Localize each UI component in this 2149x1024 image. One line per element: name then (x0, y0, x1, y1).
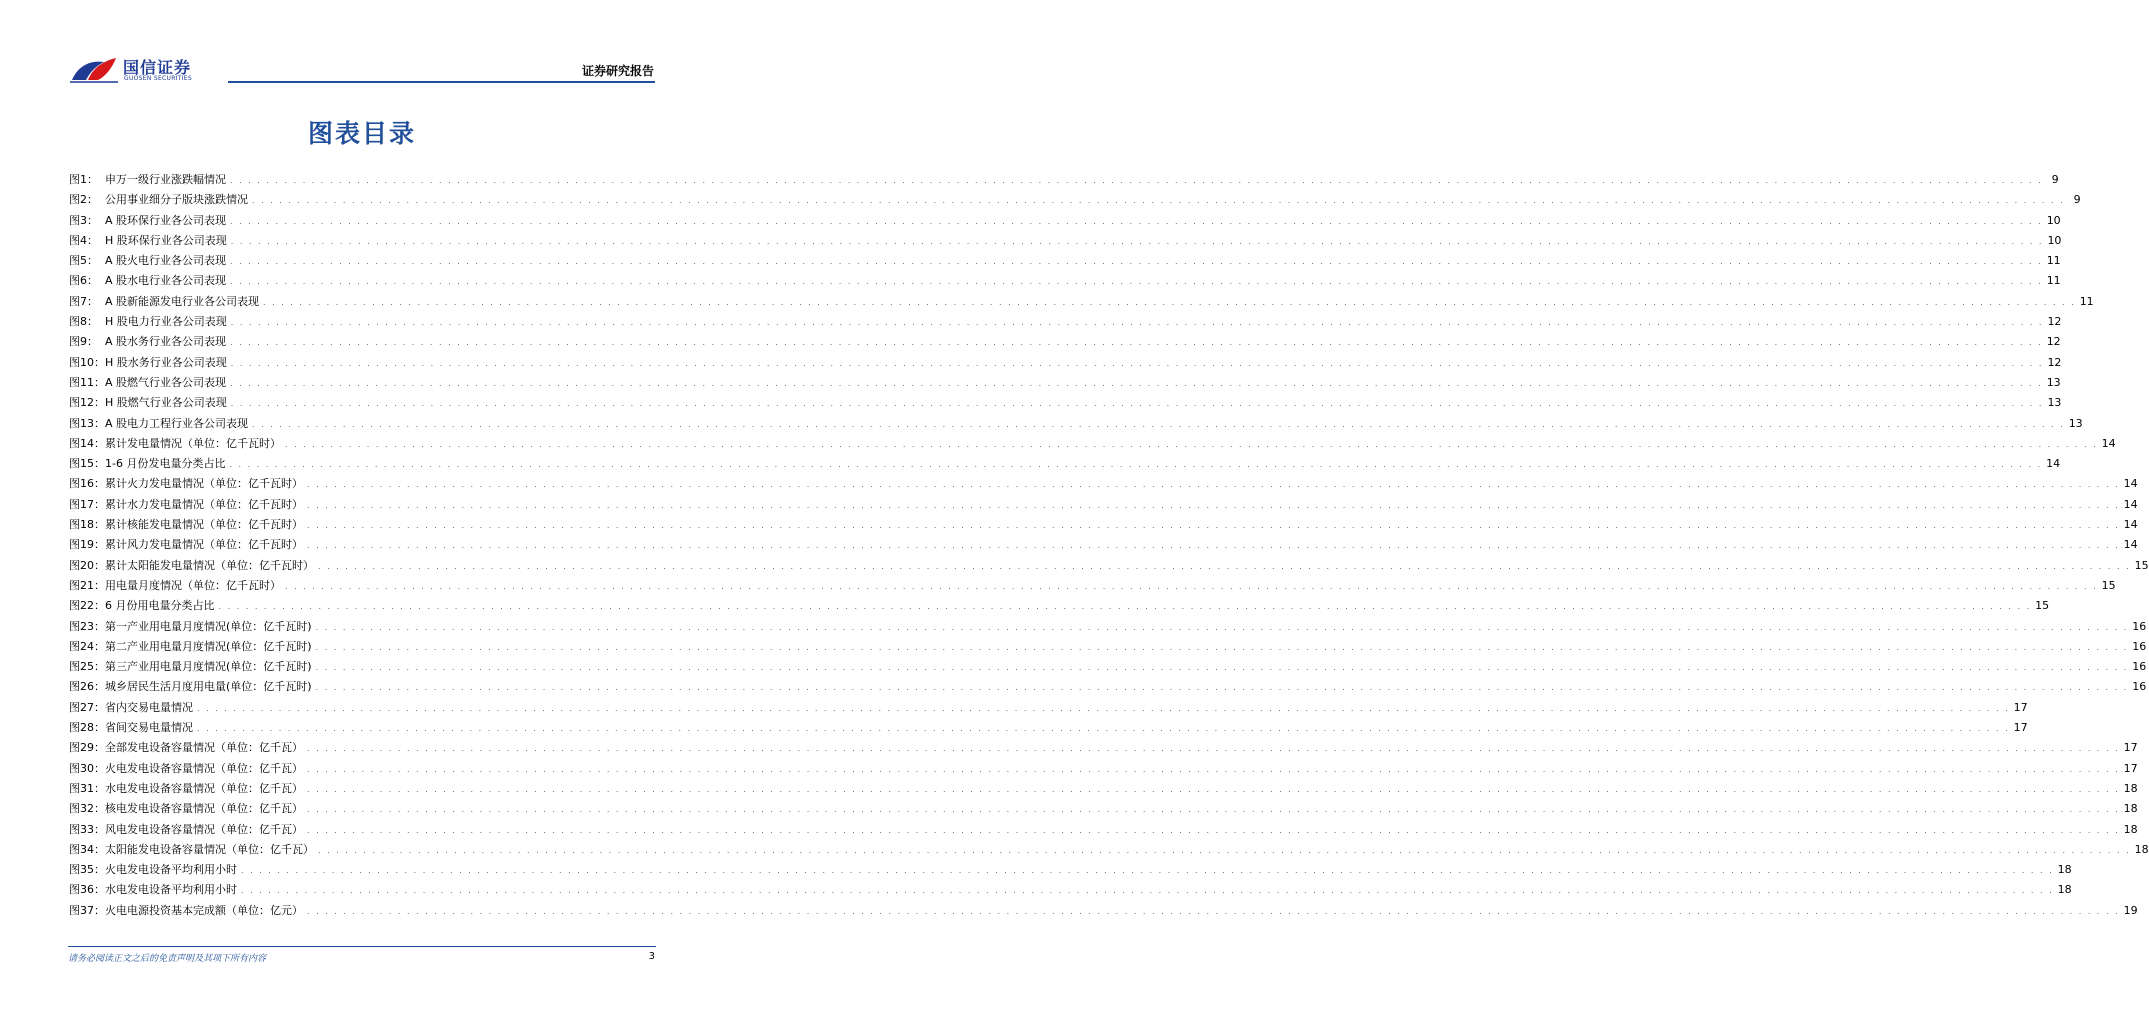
toc-entry-title: A 股燃气行业各公司表现 (105, 375, 227, 389)
header-divider (228, 81, 655, 83)
toc-entry-page: 18 (2123, 822, 2138, 836)
toc-entry-title: 火电发电设备平均利用小时 (105, 863, 237, 877)
toc-entry-page: 16 (2132, 680, 2147, 694)
toc-entry-label: 图30： (69, 761, 105, 775)
toc-entry-page: 13 (2046, 375, 2061, 389)
toc-entry-title: 水电发电设备容量情况（单位：亿千瓦） (105, 781, 303, 795)
toc-entry-label: 图31： (69, 781, 105, 795)
toc-entry-page: 14 (2046, 457, 2061, 471)
toc-entry-page: 12 (2046, 335, 2061, 349)
toc-entry-label: 图12： (69, 396, 105, 410)
toc-entry-label: 图14： (69, 436, 105, 450)
company-logo (68, 52, 228, 86)
toc-entry-title: 累计水力发电量情况（单位：亿千瓦时） (105, 497, 303, 511)
toc-entry-label: 图6： (69, 274, 98, 288)
footer-divider (68, 946, 656, 947)
toc-entry[interactable] (69, 596, 2050, 616)
toc-entry-page: 14 (2123, 538, 2138, 552)
toc-entry-title: 风电发电设备容量情况（单位：亿千瓦） (105, 822, 303, 836)
toc-entry[interactable] (69, 820, 2138, 840)
toc-entry-page: 17 (2123, 741, 2138, 755)
toc-entry-title: 城乡居民生活月度用电量(单位：亿千瓦时) (105, 680, 312, 694)
toc-entry-label: 图15： (69, 457, 105, 471)
toc-leader-dots: . . . . . . . . . . . . . . . . . . . . . . . . . . . . . . . . . . . . . . . . . . . . . . . . . . . . . . . . . . . . . . . . . . . . . . . . . . . . . . . . . . . . . . . . . . . . . . . . . . . . . . . . . . . . . . . . . . . . . . . . . . . . . . . . . . . . . . . . . . . . . . . . . . . . . . . . . . . . . . . . . . . . . . . . . . . . . . . . . . . . . . . . . . . . . . . . . . . . . . . . (230, 277, 2043, 287)
toc-entry-label: 图11： (69, 375, 105, 389)
toc-entry-title: A 股水务行业各公司表现 (105, 335, 227, 349)
toc-leader-dots: . . . . . . . . . . . . . . . . . . . . . . . . . . . . . . . . . . . . . . . . . . . . . . . . . . . . . . . . . . . . . . . . . . . . . . . . . . . . . . . . . . . . . . . . . . . . . . . . . . . . . . . . . . . . . . . . . . . . . . . . . . . . . . . . . . . . . . . . . . . . . . . . . . . . . . . . . . . . . . . . . . . . . . . . . . . . . . . . . . . . . . . . . . . . . . . . . . . . . . . . (307, 805, 2120, 815)
toc-entry-page: 18 (2134, 842, 2149, 856)
toc-entry[interactable] (69, 738, 2138, 758)
toc-entry-page: 15 (2134, 558, 2149, 572)
toc-entry[interactable] (69, 576, 2116, 596)
toc-entry-title: A 股新能源发电行业各公司表现 (105, 294, 260, 308)
toc-entry-page: 13 (2068, 416, 2083, 430)
toc-entry[interactable] (69, 251, 2061, 271)
toc-entry-title: A 股电力工程行业各公司表现 (105, 416, 249, 430)
toc-leader-dots: . . . . . . . . . . . . . . . . . . . . . . . . . . . . . . . . . . . . . . . . . . . . . . . . . . . . . . . . . . . . . . . . . . . . . . . . . . . . . . . . . . . . . . . . . . . . . . . . . . . . . . . . . . . . . . . . . . . . . . . . . . . . . . . . . . . . . . . . . . . . . . . . . . . . . . . . . . . . . . . . . . . . . . . . . . . . . . . . . . . . . . . . . . . . . . . . . . . . . . . . (241, 866, 2054, 876)
toc-entry-title: A 股火电行业各公司表现 (105, 254, 227, 268)
toc-entry-label: 图29： (69, 741, 105, 755)
toc-entry-page: 13 (2047, 396, 2062, 410)
toc-entry[interactable] (69, 271, 2061, 291)
toc-entry[interactable] (69, 880, 2072, 900)
toc-entry[interactable] (69, 779, 2138, 799)
toc-entry-label: 图37： (69, 903, 105, 917)
toc-entry[interactable] (69, 414, 2083, 434)
toc-entry[interactable] (69, 556, 2149, 576)
toc-entry-page: 12 (2047, 355, 2062, 369)
toc-entry-title: 省内交易电量情况 (105, 700, 193, 714)
toc-leader-dots: . . . . . . . . . . . . . . . . . . . . . . . . . . . . . . . . . . . . . . . . . . . . . . . . . . . . . . . . . . . . . . . . . . . . . . . . . . . . . . . . . . . . . . . . . . . . . . . . . . . . . . . . . . . . . . . . . . . . . . . . . . . . . . . . . . . . . . . . . . . . . . . . . . . . . . . . . . . . . . . . . . . . . . . . . . . . . . . . . . . . . . . . . . . . . . . . . . . . . . . . (307, 825, 2120, 835)
toc-entry[interactable] (69, 515, 2138, 535)
toc-entry-title: 1-6 月份发电量分类占比 (105, 457, 226, 471)
toc-entry-title: 全部发电设备容量情况（单位：亿千瓦） (105, 741, 303, 755)
toc-entry-page: 18 (2123, 781, 2138, 795)
toc-entry[interactable] (69, 657, 2147, 677)
toc-leader-dots: . . . . . . . . . . . . . . . . . . . . . . . . . . . . . . . . . . . . . . . . . . . . . . . . . . . . . . . . . . . . . . . . . . . . . . . . . . . . . . . . . . . . . . . . . . . . . . . . . . . . . . . . . . . . . . . . . . . . . . . . . . . . . . . . . . . . . . . . . . . . . . . . . . . . . . . . . . . . . . . . . . . . . . . . . . . . . . . . . . . . . . . . . . . . . . . . . . . . . . . . (263, 297, 2076, 307)
toc-entry-title: 累计火力发电量情况（单位：亿千瓦时） (105, 477, 303, 491)
toc-entry-page: 19 (2123, 903, 2138, 917)
toc-entry-title: 太阳能发电设备容量情况（单位：亿千瓦） (105, 842, 314, 856)
toc-leader-dots: . . . . . . . . . . . . . . . . . . . . . . . . . . . . . . . . . . . . . . . . . . . . . . . . . . . . . . . . . . . . . . . . . . . . . . . . . . . . . . . . . . . . . . . . . . . . . . . . . . . . . . . . . . . . . . . . . . . . . . . . . . . . . . . . . . . . . . . . . . . . . . . . . . . . . . . . . . . . . . . . . . . . . . . . . . . . . . . . . . . . . . . . . . . . . . . . . . . . . . . . (218, 602, 2032, 612)
toc-entry-label: 图24： (69, 639, 105, 653)
toc-entry-label: 图2： (69, 193, 98, 207)
toc-entry-page: 17 (2123, 761, 2138, 775)
toc-entry-page: 14 (2123, 477, 2138, 491)
toc-leader-dots: . . . . . . . . . . . . . . . . . . . . . . . . . . . . . . . . . . . . . . . . . . . . . . . . . . . . . . . . . . . . . . . . . . . . . . . . . . . . . . . . . . . . . . . . . . . . . . . . . . . . . . . . . . . . . . . . . . . . . . . . . . . . . . . . . . . . . . . . . . . . . . . . . . . . . . . . . . . . . . . . . . . . . . . . . . . . . . . . . . . . . . . . . . . . . . . . . . . . . . . . (230, 378, 2043, 388)
toc-entry-page: 14 (2123, 497, 2138, 511)
toc-entry[interactable] (69, 759, 2138, 779)
toc-entry-label: 图7： (69, 294, 98, 308)
toc-leader-dots: . . . . . . . . . . . . . . . . . . . . . . . . . . . . . . . . . . . . . . . . . . . . . . . . . . . . . . . . . . . . . . . . . . . . . . . . . . . . . . . . . . . . . . . . . . . . . . . . . . . . . . . . . . . . . . . . . . . . . . . . . . . . . . . . . . . . . . . . . . . . . . . . . . . . . . . . . . . . . . . . . . . . . . . . . . . . . . . . . . . . . . . . . . . . . . . . . . . . . . . . (252, 196, 2065, 206)
toc-entry-title: 火电发电设备容量情况（单位：亿千瓦） (105, 761, 303, 775)
toc-leader-dots: . . . . . . . . . . . . . . . . . . . . . . . . . . . . . . . . . . . . . . . . . . . . . . . . . . . . . . . . . . . . . . . . . . . . . . . . . . . . . . . . . . . . . . . . . . . . . . . . . . . . . . . . . . . . . . . . . . . . . . . . . . . . . . . . . . . . . . . . . . . . . . . . . . . . . . . . . . . . . . . . . . . . . . . . . . . . . . . . . . . . . . . . . . . . . . . . . . . . . . . . (315, 622, 2129, 632)
toc-entry-label: 图26： (69, 680, 105, 694)
toc-entry-title: H 股燃气行业各公司表现 (105, 396, 227, 410)
toc-entry[interactable] (69, 190, 2081, 210)
toc-entry-label: 图20： (69, 558, 105, 572)
toc-leader-dots: . . . . . . . . . . . . . . . . . . . . . . . . . . . . . . . . . . . . . . . . . . . . . . . . . . . . . . . . . . . . . . . . . . . . . . . . . . . . . . . . . . . . . . . . . . . . . . . . . . . . . . . . . . . . . . . . . . . . . . . . . . . . . . . . . . . . . . . . . . . . . . . . . . . . . . . . . . . . . . . . . . . . . . . . . . . . . . . . . . . . . . . . . . . . . . . . . . . . . . . . (315, 663, 2129, 673)
toc-entry-title: 累计发电量情况（单位：亿千瓦时） (105, 436, 281, 450)
toc-entry[interactable] (69, 211, 2061, 231)
toc-entry-page: 15 (2101, 578, 2116, 592)
toc-entry-page: 10 (2047, 233, 2062, 247)
toc-entry-label: 图9： (69, 335, 98, 349)
toc-leader-dots: . . . . . . . . . . . . . . . . . . . . . . . . . . . . . . . . . . . . . . . . . . . . . . . . . . . . . . . . . . . . . . . . . . . . . . . . . . . . . . . . . . . . . . . . . . . . . . . . . . . . . . . . . . . . . . . . . . . . . . . . . . . . . . . . . . . . . . . . . . . . . . . . . . . . . . . . . . . . . . . . . . . . . . . . . . . . . . . . . . . . . . . . . . . . . . . . . . . . . . . . (230, 338, 2043, 348)
toc-leader-dots: . . . . . . . . . . . . . . . . . . . . . . . . . . . . . . . . . . . . . . . . . . . . . . . . . . . . . . . . . . . . . . . . . . . . . . . . . . . . . . . . . . . . . . . . . . . . . . . . . . . . . . . . . . . . . . . . . . . . . . . . . . . . . . . . . . . . . . . . . . . . . . . . . . . . . . . . . . . . . . . . . . . . . . . . . . . . . . . . . . . . . . . . . . . . . . . . . . . . . . . . (230, 358, 2044, 368)
toc-entry-title: 核电发电设备容量情况（单位：亿千瓦） (105, 802, 303, 816)
toc-entry-label: 图34： (69, 842, 105, 856)
toc-entry-title: 累计太阳能发电量情况（单位：亿千瓦时） (105, 558, 314, 572)
toc-leader-dots: . . . . . . . . . . . . . . . . . . . . . . . . . . . . . . . . . . . . . . . . . . . . . . . . . . . . . . . . . . . . . . . . . . . . . . . . . . . . . . . . . . . . . . . . . . . . . . . . . . . . . . . . . . . . . . . . . . . . . . . . . . . . . . . . . . . . . . . . . . . . . . . . . . . . . . . . . . . . . . . . . . . . . . . . . . . . . . . . . . . . . . . . . . . . . . . . . . . . . . . . (307, 541, 2120, 551)
toc-leader-dots: . . . . . . . . . . . . . . . . . . . . . . . . . . . . . . . . . . . . . . . . . . . . . . . . . . . . . . . . . . . . . . . . . . . . . . . . . . . . . . . . . . . . . . . . . . . . . . . . . . . . . . . . . . . . . . . . . . . . . . . . . . . . . . . . . . . . . . . . . . . . . . . . . . . . . . . . . . . . . . . . . . . . . . . . . . . . . . . . . . . . . . . . . . . . . . . . . . . . . . . . (229, 460, 2043, 470)
toc-entry-page: 18 (2057, 883, 2072, 897)
toc-entry-label: 图33： (69, 822, 105, 836)
toc-entry[interactable] (69, 901, 2138, 921)
toc-entry-label: 图10： (69, 355, 105, 369)
toc-entry-title: H 股环保行业各公司表现 (105, 233, 227, 247)
toc-entry[interactable] (69, 393, 2062, 413)
toc-entry[interactable] (69, 312, 2062, 332)
toc-entry[interactable] (69, 677, 2147, 697)
toc-entry-title: 累计核能发电量情况（单位：亿千瓦时） (105, 518, 303, 532)
toc-entry-label: 图19： (69, 538, 105, 552)
toc-leader-dots: . . . . . . . . . . . . . . . . . . . . . . . . . . . . . . . . . . . . . . . . . . . . . . . . . . . . . . . . . . . . . . . . . . . . . . . . . . . . . . . . . . . . . . . . . . . . . . . . . . . . . . . . . . . . . . . . . . . . . . . . . . . . . . . . . . . . . . . . . . . . . . . . . . . . . . . . . . . . . . . . . . . . . . . . . . . . . . . . . . . . . . . . . . . . . . . . . . . . . . . . (230, 216, 2043, 226)
toc-entry-title: 火电电源投资基本完成额（单位：亿元） (105, 903, 303, 917)
logo-text-cn: 国信证券 (123, 58, 192, 77)
toc-entry[interactable] (69, 799, 2138, 819)
toc-entry[interactable] (69, 373, 2061, 393)
toc-entry-label: 图18： (69, 518, 105, 532)
toc-entry-label: 图27： (69, 700, 105, 714)
page-header (0, 0, 724, 90)
toc-entry-page: 16 (2132, 660, 2147, 674)
toc-entry-page: 18 (2123, 802, 2138, 816)
toc-entry-page: 17 (2013, 700, 2028, 714)
toc-entry[interactable] (69, 231, 2062, 251)
toc-leader-dots: . . . . . . . . . . . . . . . . . . . . . . . . . . . . . . . . . . . . . . . . . . . . . . . . . . . . . . . . . . . . . . . . . . . . . . . . . . . . . . . . . . . . . . . . . . . . . . . . . . . . . . . . . . . . . . . . . . . . . . . . . . . . . . . . . . . . . . . . . . . . . . . . . . . . . . . . . . . . . . . . . . . . . . . . . . . . . . . . . . . . . . . . . . . . . . . . . . . . . . . . (318, 845, 2131, 855)
toc-entry-label: 图36： (69, 883, 105, 897)
toc-entry[interactable] (69, 698, 2028, 718)
toc-entry[interactable] (69, 718, 2028, 738)
toc-leader-dots: . . . . . . . . . . . . . . . . . . . . . . . . . . . . . . . . . . . . . . . . . . . . . . . . . . . . . . . . . . . . . . . . . . . . . . . . . . . . . . . . . . . . . . . . . . . . . . . . . . . . . . . . . . . . . . . . . . . . . . . . . . . . . . . . . . . . . . . . . . . . . . . . . . . . . . . . . . . . . . . . . . . . . . . . . . . . . . . . . . . . . . . . . . . . . . . . . . . . . . . . (315, 642, 2129, 652)
toc-entry[interactable] (69, 170, 2059, 190)
toc-entry-label: 图35： (69, 863, 105, 877)
toc-entry-title: 第一产业用电量月度情况(单位：亿千瓦时) (105, 619, 312, 633)
toc-entry-page: 9 (2051, 173, 2059, 186)
toc-leader-dots: . . . . . . . . . . . . . . . . . . . . . . . . . . . . . . . . . . . . . . . . . . . . . . . . . . . . . . . . . . . . . . . . . . . . . . . . . . . . . . . . . . . . . . . . . . . . . . . . . . . . . . . . . . . . . . . . . . . . . . . . . . . . . . . . . . . . . . . . . . . . . . . . . . . . . . . . . . . . . . . . . . . . . . . . . . . . . . . . . . . . . . . . . . . . . . . . . . . . . . . . (318, 561, 2131, 571)
toc-entry-page: 11 (2046, 254, 2061, 268)
toc-leader-dots: . . . . . . . . . . . . . . . . . . . . . . . . . . . . . . . . . . . . . . . . . . . . . . . . . . . . . . . . . . . . . . . . . . . . . . . . . . . . . . . . . . . . . . . . . . . . . . . . . . . . . . . . . . . . . . . . . . . . . . . . . . . . . . . . . . . . . . . . . . . . . . . . . . . . . . . . . . . . . . . . . . . . . . . . . . . . . . . . . . . . . . . . . . . . . . . . . . . . . . . . (307, 500, 2120, 510)
toc-leader-dots: . . . . . . . . . . . . . . . . . . . . . . . . . . . . . . . . . . . . . . . . . . . . . . . . . . . . . . . . . . . . . . . . . . . . . . . . . . . . . . . . . . . . . . . . . . . . . . . . . . . . . . . . . . . . . . . . . . . . . . . . . . . . . . . . . . . . . . . . . . . . . . . . . . . . . . . . . . . . . . . . . . . . . . . . . . . . . . . . . . . . . . . . . . . . . . . . . . . . . . . . (285, 439, 2098, 449)
toc-entry-page: 16 (2132, 639, 2147, 653)
toc-entry-label: 图25： (69, 660, 105, 674)
toc-entry-label: 图32： (69, 802, 105, 816)
toc-entry-title: 6 月份用电量分类占比 (105, 599, 215, 613)
toc-entry-page: 12 (2047, 315, 2062, 329)
toc-entry[interactable] (69, 617, 2147, 637)
toc-entry-label: 图23： (69, 619, 105, 633)
toc-entry-title: H 股水务行业各公司表现 (105, 355, 227, 369)
page-title: 图表目录 (307, 119, 416, 148)
toc-entry[interactable] (69, 535, 2138, 555)
toc-entry-label: 图28： (69, 721, 105, 735)
toc-entry-page: 14 (2101, 436, 2116, 450)
toc-entry-page: 11 (2046, 274, 2061, 288)
toc-entry[interactable] (69, 495, 2138, 515)
toc-leader-dots: . . . . . . . . . . . . . . . . . . . . . . . . . . . . . . . . . . . . . . . . . . . . . . . . . . . . . . . . . . . . . . . . . . . . . . . . . . . . . . . . . . . . . . . . . . . . . . . . . . . . . . . . . . . . . . . . . . . . . . . . . . . . . . . . . . . . . . . . . . . . . . . . . . . . . . . . . . . . . . . . . . . . . . . . . . . . . . . . . . . . . . . . . . . . . . . . . . . . . . . . (307, 764, 2120, 774)
toc-entry-label: 图13： (69, 416, 105, 430)
toc-entry-title: 累计风力发电量情况（单位：亿千瓦时） (105, 538, 303, 552)
toc-entry-page: 15 (2035, 599, 2050, 613)
toc-entry-title: A 股水电行业各公司表现 (105, 274, 227, 288)
toc-entry-label: 图8： (69, 315, 98, 329)
toc-entry[interactable] (69, 860, 2072, 880)
toc-entry-label: 图5： (69, 254, 98, 268)
toc-entry-label: 图21： (69, 578, 105, 592)
toc-leader-dots: . . . . . . . . . . . . . . . . . . . . . . . . . . . . . . . . . . . . . . . . . . . . . . . . . . . . . . . . . . . . . . . . . . . . . . . . . . . . . . . . . . . . . . . . . . . . . . . . . . . . . . . . . . . . . . . . . . . . . . . . . . . . . . . . . . . . . . . . . . . . . . . . . . . . . . . . . . . . . . . . . . . . . . . . . . . . . . . . . . . . . . . . . . . . . . . . . . . . . . . . (230, 257, 2043, 267)
toc-entry[interactable] (69, 434, 2116, 454)
toc-entry-label: 图22： (69, 599, 105, 613)
toc-leader-dots: . . . . . . . . . . . . . . . . . . . . . . . . . . . . . . . . . . . . . . . . . . . . . . . . . . . . . . . . . . . . . . . . . . . . . . . . . . . . . . . . . . . . . . . . . . . . . . . . . . . . . . . . . . . . . . . . . . . . . . . . . . . . . . . . . . . . . . . . . . . . . . . . . . . . . . . . . . . . . . . . . . . . . . . . . . . . . . . . . . . . . . . . . . . . . . . . . . . . . . . . (307, 784, 2120, 794)
toc-leader-dots: . . . . . . . . . . . . . . . . . . . . . . . . . . . . . . . . . . . . . . . . . . . . . . . . . . . . . . . . . . . . . . . . . . . . . . . . . . . . . . . . . . . . . . . . . . . . . . . . . . . . . . . . . . . . . . . . . . . . . . . . . . . . . . . . . . . . . . . . . . . . . . . . . . . . . . . . . . . . . . . . . . . . . . . . . . . . . . . . . . . . . . . . . . . . . . . . . . . . . . . . (230, 399, 2044, 409)
toc-entry-page: 18 (2057, 863, 2072, 877)
toc-entry[interactable] (69, 474, 2138, 494)
toc-entry-page: 11 (2079, 294, 2094, 308)
toc-entry-page: 14 (2123, 518, 2138, 532)
toc-leader-dots: . . . . . . . . . . . . . . . . . . . . . . . . . . . . . . . . . . . . . . . . . . . . . . . . . . . . . . . . . . . . . . . . . . . . . . . . . . . . . . . . . . . . . . . . . . . . . . . . . . . . . . . . . . . . . . . . . . . . . . . . . . . . . . . . . . . . . . . . . . . . . . . . . . . . . . . . . . . . . . . . . . . . . . . . . . . . . . . . . . . . . . . . . . . . . . . . . . . . . . . . (307, 480, 2120, 490)
toc-entry[interactable] (69, 840, 2149, 860)
toc-entry-page: 10 (2046, 213, 2061, 227)
toc-entry[interactable] (69, 353, 2062, 373)
toc-entry-title: 第二产业用电量月度情况(单位：亿千瓦时) (105, 639, 312, 653)
toc-leader-dots: . . . . . . . . . . . . . . . . . . . . . . . . . . . . . . . . . . . . . . . . . . . . . . . . . . . . . . . . . . . . . . . . . . . . . . . . . . . . . . . . . . . . . . . . . . . . . . . . . . . . . . . . . . . . . . . . . . . . . . . . . . . . . . . . . . . . . . . . . . . . . . . . . . . . . . . . . . . . . . . . . . . . . . . . . . . . . . . . . . . . . . . . . . . . . . . . . . . . . . . . (252, 419, 2065, 429)
toc-entry-page: 9 (2073, 193, 2081, 207)
toc-entry[interactable] (69, 454, 2061, 474)
toc-entry-title: A 股环保行业各公司表现 (105, 213, 227, 227)
toc-entry-label: 图17： (69, 497, 105, 511)
toc-entry-title: 第三产业用电量月度情况(单位：亿千瓦时) (105, 660, 312, 674)
toc-leader-dots: . . . . . . . . . . . . . . . . . . . . . . . . . . . . . . . . . . . . . . . . . . . . . . . . . . . . . . . . . . . . . . . . . . . . . . . . . . . . . . . . . . . . . . . . . . . . . . . . . . . . . . . . . . . . . . . . . . . . . . . . . . . . . . . . . . . . . . . . . . . . . . . . . . . . . . . . . . . . . . . . . . . . . . . . . . . . . . . . . . . . . . . . . . . . . . . . . . . . . . . . (197, 724, 2010, 734)
toc-entry-page: 16 (2132, 619, 2147, 633)
toc-leader-dots: . . . . . . . . . . . . . . . . . . . . . . . . . . . . . . . . . . . . . . . . . . . . . . . . . . . . . . . . . . . . . . . . . . . . . . . . . . . . . . . . . . . . . . . . . . . . . . . . . . . . . . . . . . . . . . . . . . . . . . . . . . . . . . . . . . . . . . . . . . . . . . . . . . . . . . . . . . . . . . . . . . . . . . . . . . . . . . . . . . . . . . . . . . . . . . . . . . . . . . . . (307, 744, 2120, 754)
footer-disclaimer: 请务必阅读正文之后的免责声明及其项下所有内容 (68, 954, 267, 964)
toc-entry-title: 申万一级行业涨跌幅情况 (105, 173, 226, 186)
toc-leader-dots: . . . . . . . . . . . . . . . . . . . . . . . . . . . . . . . . . . . . . . . . . . . . . . . . . . . . . . . . . . . . . . . . . . . . . . . . . . . . . . . . . . . . . . . . . . . . . . . . . . . . . . . . . . . . . . . . . . . . . . . . . . . . . . . . . . . . . . . . . . . . . . . . . . . . . . . . . . . . . . . . . . . . . . . . . . . . . . . . . . . . . . . . . . . . . . . . . . . . . . . . (230, 176, 2043, 185)
toc-entry-title: 省间交易电量情况 (105, 721, 193, 735)
toc-entry-label: 图4： (69, 233, 98, 247)
toc-entry-label: 图3： (69, 213, 98, 227)
toc-leader-dots: . . . . . . . . . . . . . . . . . . . . . . . . . . . . . . . . . . . . . . . . . . . . . . . . . . . . . . . . . . . . . . . . . . . . . . . . . . . . . . . . . . . . . . . . . . . . . . . . . . . . . . . . . . . . . . . . . . . . . . . . . . . . . . . . . . . . . . . . . . . . . . . . . . . . . . . . . . . . . . . . . . . . . . . . . . . . . . . . . . . . . . . . . . . . . . . . . . . . . . . . (285, 581, 2098, 591)
table-of-figures (69, 170, 2149, 921)
toc-entry-title: H 股电力行业各公司表现 (105, 315, 227, 329)
toc-leader-dots: . . . . . . . . . . . . . . . . . . . . . . . . . . . . . . . . . . . . . . . . . . . . . . . . . . . . . . . . . . . . . . . . . . . . . . . . . . . . . . . . . . . . . . . . . . . . . . . . . . . . . . . . . . . . . . . . . . . . . . . . . . . . . . . . . . . . . . . . . . . . . . . . . . . . . . . . . . . . . . . . . . . . . . . . . . . . . . . . . . . . . . . . . . . . . . . . . . . . . . . . (230, 236, 2044, 246)
toc-entry-label: 图1： (69, 173, 98, 186)
toc-entry-label: 图16： (69, 477, 105, 491)
toc-entry[interactable] (69, 332, 2061, 352)
toc-leader-dots: . . . . . . . . . . . . . . . . . . . . . . . . . . . . . . . . . . . . . . . . . . . . . . . . . . . . . . . . . . . . . . . . . . . . . . . . . . . . . . . . . . . . . . . . . . . . . . . . . . . . . . . . . . . . . . . . . . . . . . . . . . . . . . . . . . . . . . . . . . . . . . . . . . . . . . . . . . . . . . . . . . . . . . . . . . . . . . . . . . . . . . . . . . . . . . . . . . . . . . . . (230, 318, 2044, 328)
toc-leader-dots: . . . . . . . . . . . . . . . . . . . . . . . . . . . . . . . . . . . . . . . . . . . . . . . . . . . . . . . . . . . . . . . . . . . . . . . . . . . . . . . . . . . . . . . . . . . . . . . . . . . . . . . . . . . . . . . . . . . . . . . . . . . . . . . . . . . . . . . . . . . . . . . . . . . . . . . . . . . . . . . . . . . . . . . . . . . . . . . . . . . . . . . . . . . . . . . . . . . . . . . . (241, 886, 2054, 896)
toc-entry[interactable] (69, 637, 2147, 657)
page-number: 3 (648, 951, 655, 962)
toc-entry-title: 公用事业细分子版块涨跌情况 (105, 193, 248, 207)
logo-text-en: GUOSEN SECURITIES (124, 75, 193, 82)
toc-entry[interactable] (69, 292, 2094, 312)
toc-entry-title: 用电量月度情况（单位：亿千瓦时） (105, 578, 281, 592)
report-type-label: 证券研究报告 (581, 64, 654, 78)
toc-entry-title: 水电发电设备平均利用小时 (105, 883, 237, 897)
toc-leader-dots: . . . . . . . . . . . . . . . . . . . . . . . . . . . . . . . . . . . . . . . . . . . . . . . . . . . . . . . . . . . . . . . . . . . . . . . . . . . . . . . . . . . . . . . . . . . . . . . . . . . . . . . . . . . . . . . . . . . . . . . . . . . . . . . . . . . . . . . . . . . . . . . . . . . . . . . . . . . . . . . . . . . . . . . . . . . . . . . . . . . . . . . . . . . . . . . . . . . . . . . . (307, 906, 2120, 916)
toc-leader-dots: . . . . . . . . . . . . . . . . . . . . . . . . . . . . . . . . . . . . . . . . . . . . . . . . . . . . . . . . . . . . . . . . . . . . . . . . . . . . . . . . . . . . . . . . . . . . . . . . . . . . . . . . . . . . . . . . . . . . . . . . . . . . . . . . . . . . . . . . . . . . . . . . . . . . . . . . . . . . . . . . . . . . . . . . . . . . . . . . . . . . . . . . . . . . . . . . . . . . . . . . (197, 703, 2010, 713)
toc-leader-dots: . . . . . . . . . . . . . . . . . . . . . . . . . . . . . . . . . . . . . . . . . . . . . . . . . . . . . . . . . . . . . . . . . . . . . . . . . . . . . . . . . . . . . . . . . . . . . . . . . . . . . . . . . . . . . . . . . . . . . . . . . . . . . . . . . . . . . . . . . . . . . . . . . . . . . . . . . . . . . . . . . . . . . . . . . . . . . . . . . . . . . . . . . . . . . . . . . . . . . . . . (307, 521, 2120, 531)
toc-entry-page: 17 (2013, 721, 2028, 735)
toc-leader-dots: . . . . . . . . . . . . . . . . . . . . . . . . . . . . . . . . . . . . . . . . . . . . . . . . . . . . . . . . . . . . . . . . . . . . . . . . . . . . . . . . . . . . . . . . . . . . . . . . . . . . . . . . . . . . . . . . . . . . . . . . . . . . . . . . . . . . . . . . . . . . . . . . . . . . . . . . . . . . . . . . . . . . . . . . . . . . . . . . . . . . . . . . . . . . . . . . . . . . . . . . (315, 683, 2129, 693)
logo-mark-icon (68, 52, 120, 86)
